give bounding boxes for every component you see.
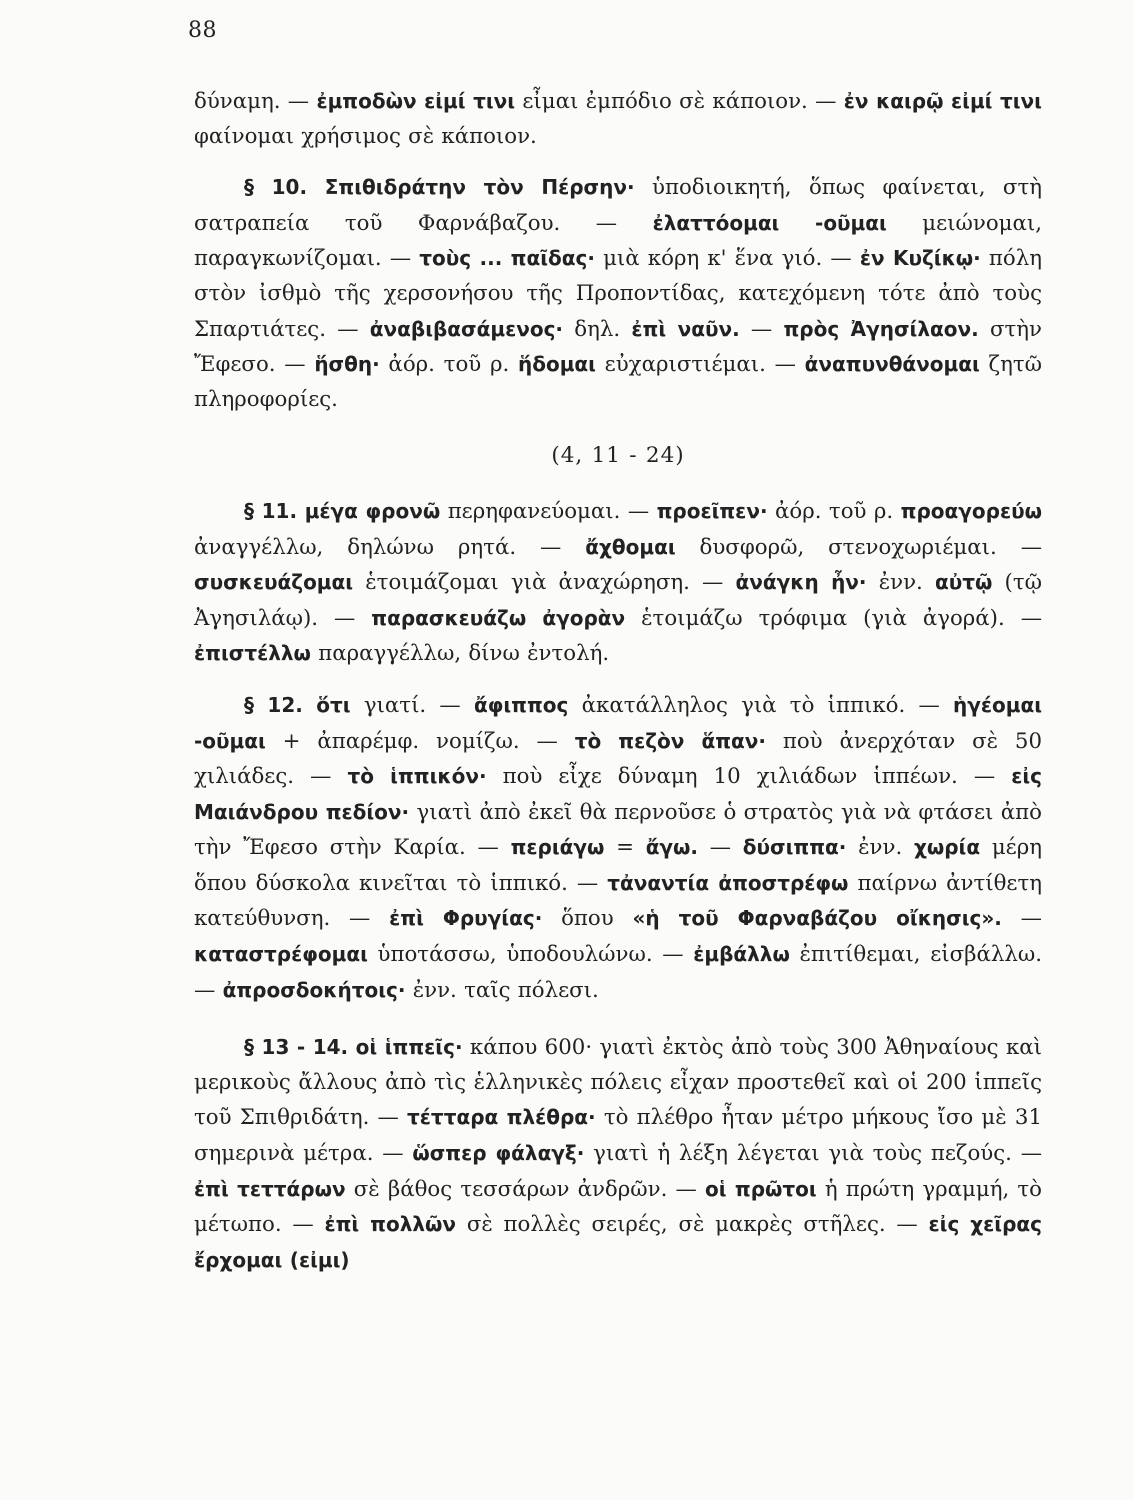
gloss: ἡ πρώτη γραμμή, τὸ μέτωπο. — — [194, 1176, 1042, 1238]
lemma: οἱ πρῶτοι — [704, 1176, 817, 1201]
gloss: ποὺ ἀνερχόταν σὲ 50 χιλιάδες. — — [194, 728, 1042, 790]
gloss: ἐπιτίθεμαι, εἰσβάλλω. — — [194, 942, 1042, 1003]
lemma: τέτταρα πλέθρα· — [407, 1105, 596, 1130]
gloss: γιατὶ ἡ λέξη λέγεται γιὰ τοὺς πεζούς. — — [584, 1141, 1042, 1167]
lemma: § 11. μέγα φρονῶ — [244, 498, 441, 523]
gloss: φαίνομαι χρήσιμος σὲ κάποιον. — [194, 123, 537, 149]
lemma: ἀνάγκη ἦν· — [735, 570, 867, 595]
gloss: εὐχαριστιέμαι. — — [595, 352, 805, 378]
lemma: περιάγω — [510, 835, 605, 860]
gloss: ἐνν. — [846, 835, 914, 861]
lemma: ἐλαττόομαι -οῦμαι — [652, 210, 887, 235]
gloss: — — [698, 835, 743, 861]
lemma: συσκευάζομαι — [194, 570, 354, 595]
lemma: χωρία — [913, 835, 981, 860]
gloss: ζητῶ πληροφορίες. — [194, 352, 1042, 412]
lemma: ἀναπυνθάνομαι — [804, 352, 980, 377]
section-12-paragraph — [194, 688, 1042, 1008]
gloss: ὑποτάσσω, ὑποδουλώνω. — — [367, 942, 694, 968]
lemma: ἐπὶ ναῦν. — [631, 316, 740, 341]
lemma: ἐν Κυζίκῳ· — [859, 246, 981, 271]
intro-paragraph — [194, 84, 1042, 154]
gloss: ἀόρ. τοῦ ρ. — [379, 352, 518, 378]
lemma: § 10. Σπιθιδράτην τὸν Πέρσην· — [244, 175, 635, 200]
section-heading: (4, 11 - 24) — [551, 443, 685, 469]
lemma: ἀναβιβασάμενος· — [369, 316, 564, 341]
lemma: ἐν καιρῷ εἰμί τινι — [843, 89, 1042, 113]
gloss: ἑτοιμάζομαι γιὰ ἀναχώρηση. — — [353, 570, 736, 596]
gloss: δυσφορῶ, στενοχωριέμαι. — — [675, 534, 1042, 560]
gloss: (τῷ Ἀγησιλάῳ). — — [194, 570, 1042, 631]
page-number: 88 — [188, 18, 217, 43]
lemma: τοὺς ... παῖδας· — [419, 246, 595, 271]
gloss: δηλ. — [563, 316, 632, 342]
gloss: σὲ πολλὲς σειρές, σὲ μακρὲς στῆλες. — — [456, 1212, 929, 1238]
gloss: ἐνν. ταῖς πόλεσι. — [405, 977, 599, 1003]
gloss: εἶμαι ἐμπόδιο σὲ κάποιον. — — [515, 89, 844, 114]
lemma: § 12. ὅτι — [244, 692, 351, 717]
gloss: γιατὶ ἀπὸ ἐκεῖ θὰ περνοῦσε ὁ στρατὸς γιὰ νὰ φτάσει ἀπὸ τὴν Ἔφεσο στὴν Καρία. — — [194, 799, 1042, 861]
lemma: «ἡ τοῦ Φαρναβάζου οἴκησις». — [632, 906, 1002, 931]
commentary-text — [194, 84, 1042, 1278]
gloss: μιὰ κόρη κ' ἕνα γιό. — — [594, 246, 860, 272]
lemma: προαγορεύω — [900, 498, 1042, 523]
lemma: ἀπροσδοκήτοις· — [222, 977, 406, 1002]
gloss: ποὺ εἶχε δύναμη 10 χιλιάδων ἱππέων. — — [486, 764, 1012, 790]
gloss: ἀναγγέλλω, δηλώνω ρητά. — — [194, 534, 586, 560]
gloss: γιατί. — — [350, 692, 474, 718]
lemma: ἄγω. — [645, 835, 699, 860]
lemma: τὸ πεζὸν ἅπαν· — [574, 728, 766, 753]
gloss: πόλη στὸν ἰσθμὸ τῆς χερσονήσου τῆς Προποντίδας, κατεχόμενη τότε ἀπὸ τοὺς Σπαρτιάτες. — — [194, 246, 1042, 342]
gloss: μέρη ὅπου δύσκολα κινεῖται τὸ ἱππικό. — — [194, 835, 1042, 896]
gloss: ἀκατάλληλος γιὰ τὸ ἱππικό. — — [568, 692, 954, 718]
gloss: + ἀπαρέμφ. νομίζω. — — [265, 728, 575, 754]
lemma: τἀναντία ἀποστρέφω — [607, 870, 849, 895]
lemma: καταστρέφομαι — [194, 942, 368, 967]
section-13-14-paragraph — [194, 1030, 1042, 1278]
lemma: παρασκευάζω ἀγορὰν — [371, 605, 626, 630]
lemma: εἰς χεῖρας ἔρχομαι (εἰμι) — [194, 1212, 1042, 1272]
gloss: ὑποδιοικητή, ὅπως φαίνεται, στὴ σατραπεία τοῦ Φαρνάβαζου. — — [194, 175, 1042, 236]
lemma: ἐμβάλλω — [693, 942, 790, 967]
lemma: αὐτῷ — [934, 570, 993, 595]
lemma: ἐμποδὼν εἰμί τινι — [316, 89, 516, 113]
lemma: ἐπὶ Φρυγίας· — [389, 906, 543, 931]
gloss: παίρνω ἀντίθετη κατεύθυνση. — — [194, 870, 1042, 932]
section-10-paragraph — [194, 170, 1042, 417]
lemma: ἐπιστέλλω — [194, 641, 311, 666]
gloss: ἑτοιμάζω τρόφιμα (γιὰ ἀγορά). — — [625, 605, 1042, 631]
lemma: ἄχθομαι — [585, 534, 676, 559]
gloss: σὲ βάθος τεσσάρων ἀνδρῶν. — — [345, 1176, 705, 1202]
lemma: εἰς Μαιάνδρου πεδίον· — [194, 764, 1042, 824]
lemma: ἐπὶ τεττάρων — [194, 1176, 346, 1201]
lemma: ἥσθη· — [314, 352, 380, 377]
gloss: ἐνν. — [866, 570, 935, 596]
gloss: κάπου 600· γιατὶ ἐκτὸς ἀπὸ τοὺς 300 Ἀθηναίους καὶ μερικοὺς ἄλλους ἀπὸ τὶς ἑλληνικὲς πόλεις εἶχαν προστεθεῖ καὶ οἱ 200 ἱππεῖς τοῦ Σπιθριδάτη. — — [194, 1035, 1042, 1131]
gloss: — — [1001, 906, 1042, 932]
lemma: ἐπὶ πολλῶν — [324, 1212, 457, 1237]
gloss: = — [604, 835, 646, 861]
lemma: πρὸς Ἀγησίλαον. — [783, 316, 979, 341]
gloss: — — [739, 316, 784, 342]
gloss: ἀόρ. τοῦ ρ. — [767, 498, 901, 524]
lemma: δύσιππα· — [742, 835, 847, 860]
gloss: τὸ πλέθρο ἦταν μέτρο μήκους ἴσο μὲ 31 σημερινὰ μέτρα. — — [194, 1105, 1042, 1167]
gloss: μειώνομαι, παραγκωνίζομαι. — — [194, 210, 1042, 272]
gloss: περηφανεύομαι. — — [440, 498, 657, 524]
gloss: ὅπου — [542, 906, 633, 932]
lemma: προεῖπεν· — [656, 498, 768, 523]
lemma: ὥσπερ φάλαγξ· — [412, 1141, 585, 1166]
lemma: ἡγέομαι -οῦμαι — [194, 692, 1042, 753]
lemma: § 13 - 14. οἱ ἱππεῖς· — [244, 1035, 463, 1060]
section-11-paragraph — [194, 494, 1042, 672]
gloss: δύναμη. — — [194, 89, 317, 114]
gloss: στὴν Ἔφεσο. — — [194, 316, 1042, 378]
lemma: ἄφιππος — [473, 692, 569, 717]
lemma: ἥδομαι — [517, 352, 596, 377]
gloss: παραγγέλλω, δίνω ἐντολή. — [310, 641, 610, 667]
lemma: τὸ ἱππικόν· — [347, 764, 487, 789]
